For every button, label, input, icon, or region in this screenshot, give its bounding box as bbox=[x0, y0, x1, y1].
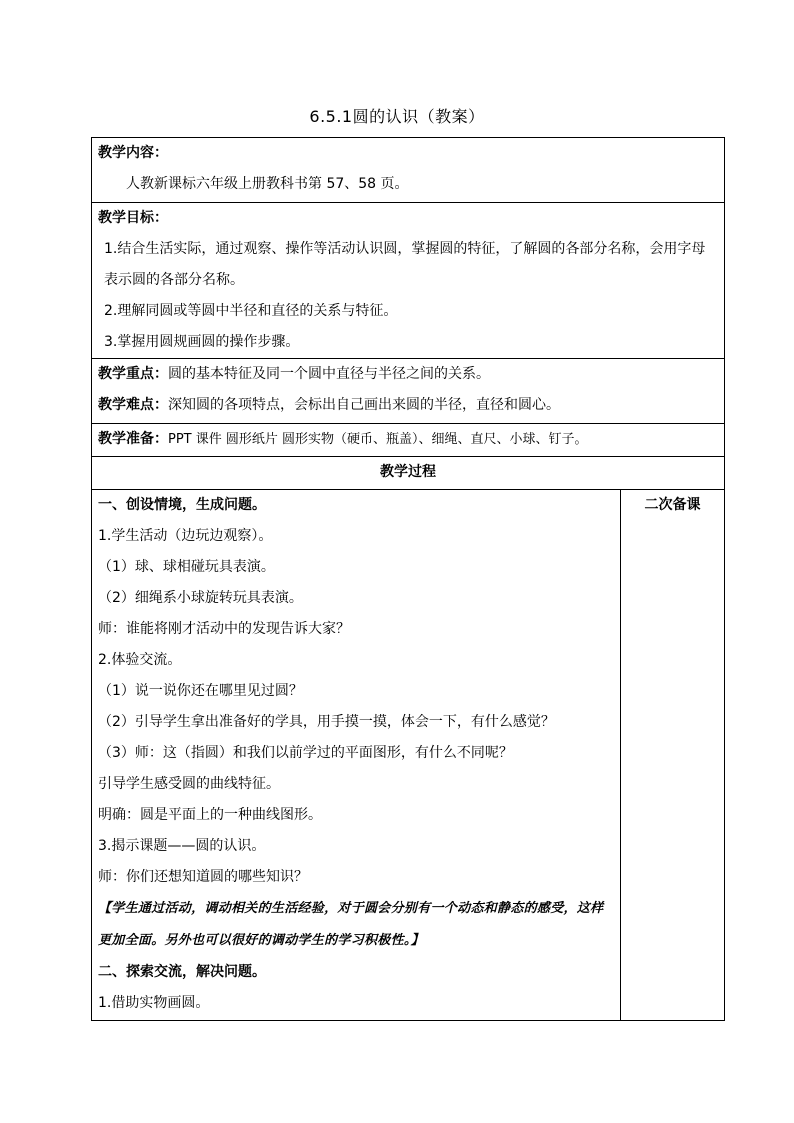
difficulties-text: 深知圆的各项特点，会标出自己画出来圆的半径，直径和圆心。 bbox=[168, 397, 560, 413]
objectives-cell bbox=[92, 203, 725, 359]
process-line: 1.借助实物画圆。 bbox=[98, 995, 210, 1011]
preparation-row bbox=[92, 424, 725, 457]
process-line: （3）师：这（指圆）和我们以前学过的平面图形，有什么不同呢？ bbox=[98, 745, 513, 761]
key-points-cell bbox=[92, 359, 725, 424]
objective-item: 2.理解同圆或等圆中半径和直径的关系与特征。 bbox=[104, 303, 398, 319]
key-points-text: 圆的基本特征及同一个圆中直径与半径之间的关系。 bbox=[168, 366, 490, 382]
process-header: 教学过程 bbox=[380, 464, 436, 480]
process-line: 1.学生活动（边玩边观察）。 bbox=[98, 528, 273, 544]
process-line: 引导学生感受圆的曲线特征。 bbox=[98, 776, 280, 792]
key-points-label: 教学重点： bbox=[98, 366, 168, 382]
process-header-cell bbox=[92, 457, 725, 490]
side-notes-label: 二次备课 bbox=[644, 497, 701, 513]
process-line: 2.体验交流。 bbox=[98, 652, 182, 668]
preparation-label: 教学准备： bbox=[98, 431, 168, 447]
process-line: 明确：圆是平面上的一种曲线图形。 bbox=[98, 807, 322, 823]
process-line: （2）细绳系小球旋转玩具表演。 bbox=[98, 590, 303, 606]
preparation-cell bbox=[92, 424, 725, 457]
objective-item: 1.结合生活实际，通过观察、操作等活动认识圆，掌握圆的特征，了解圆的各部分名称，会用字母表示圆的各部分名称。 bbox=[104, 241, 706, 288]
process-line: 3.揭示课题——圆的认识。 bbox=[98, 838, 266, 854]
teaching-note: 【学生通过活动，调动相关的生活经验，对于圆会分别有一个动态和静态的感受，这样更加全面。另外也可以很好的调动学生的学习积极性。】 bbox=[98, 901, 604, 948]
section-title: 一、创设情境，生成问题。 bbox=[98, 497, 266, 513]
difficulties-label: 教学难点： bbox=[98, 397, 168, 413]
process-body-row bbox=[92, 490, 725, 1021]
preparation-text: PPT 课件 圆形纸片 圆形实物（硬币、瓶盖）、细绳、直尺、小球、钉子。 bbox=[168, 432, 588, 447]
content-text: 人教新课标六年级上册教科书第 57、58 页。 bbox=[126, 176, 409, 192]
process-line: （2）引导学生拿出准备好的学具，用手摸一摸，体会一下，有什么感觉？ bbox=[98, 714, 555, 730]
objectives-label: 教学目标： bbox=[98, 210, 168, 226]
content-label: 教学内容： bbox=[98, 145, 168, 161]
process-line: （1）球、球相碰玩具表演。 bbox=[98, 559, 275, 575]
process-line: 师：谁能将刚才活动中的发现告诉大家？ bbox=[98, 621, 350, 637]
process-main-cell bbox=[92, 490, 621, 1021]
process-header-row bbox=[92, 457, 725, 490]
objective-item: 3.掌握用圆规画圆的操作步骤。 bbox=[104, 334, 300, 350]
page-title: 6.5.1圆的认识（教案） bbox=[309, 107, 485, 126]
process-line: 师：你们还想知道圆的哪些知识？ bbox=[98, 869, 308, 885]
content-cell bbox=[92, 138, 725, 203]
objectives-row bbox=[92, 203, 725, 359]
content-row bbox=[92, 138, 725, 203]
lesson-plan-table bbox=[91, 137, 725, 1021]
side-notes-cell bbox=[621, 490, 725, 1021]
section-title: 二、探索交流，解决问题。 bbox=[98, 964, 266, 980]
process-line: （1）说一说你还在哪里见过圆？ bbox=[98, 683, 303, 699]
key-points-row bbox=[92, 359, 725, 424]
